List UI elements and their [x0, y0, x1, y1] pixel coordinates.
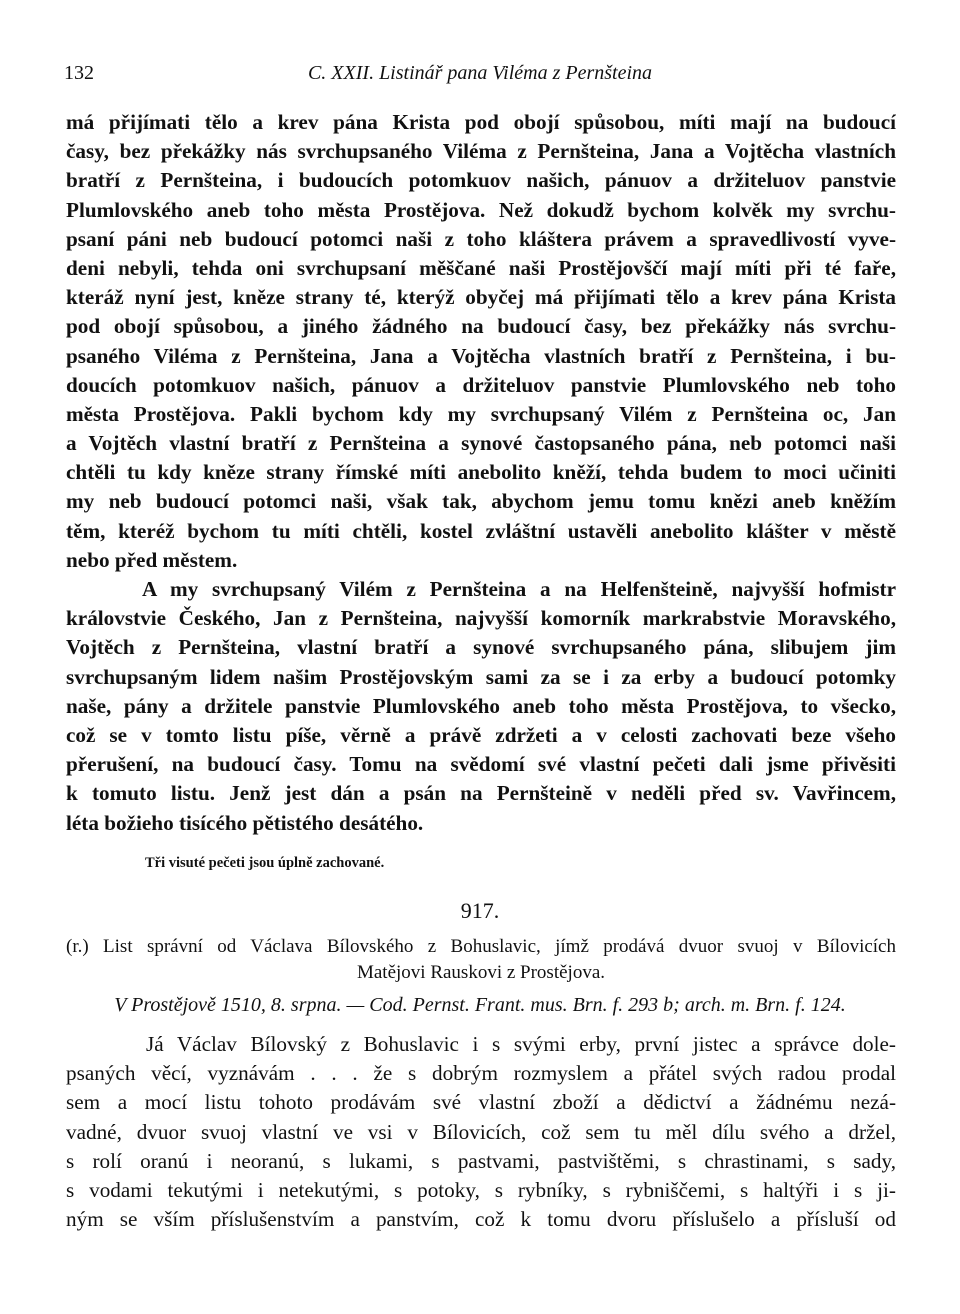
running-title: C. XXII. Listinář pana Viléma z Pernšteina	[307, 62, 653, 84]
text-line: města Prostějova. Pakli bychom kdy my svrchupsaný Vilém z Pernšteina oc, Jan	[66, 401, 896, 426]
document-number: 917.	[460, 898, 500, 923]
text-line: s vodami tekutými i netekutými, s potoky, s rybníky, s rybniščemi, s haltýři i s ji-	[66, 1177, 896, 1202]
paragraph-start-line: A my svrchupsaný Vilém z Pernšteina a na Helfenšteině, najvyšší hofmistr	[142, 577, 896, 601]
charter-text	[66, 108, 896, 838]
text-line: bratří z Pernšteina, i budoucích potomkuov našich, pánuov a držiteluov panstvie	[66, 168, 896, 193]
dating-source-line: V Prostějově 1510, 8. srpna. — Cod. Pernst. Frant. mus. Brn. f. 293 b; arch. m. Brn. f. 124.	[114, 994, 846, 1016]
text-line: kteráž nyní jest, kněze strany té, kterýž obyčej má přijímati tělo a krev pána Krista	[66, 285, 896, 310]
text-line: léta božieho tisícého pětistého desátého.	[66, 810, 424, 835]
regest-line: Matějovi Rauskovi z Prostějova.	[356, 962, 606, 983]
text-line: deni nebyli, tehda oni svrchupsaní měščané naši Prostějovščí mají míti při té faře,	[66, 255, 896, 280]
text-line: naše, pány a držitele panstvie Plumlovského aneb toho města Prostějova, to všecko,	[66, 693, 896, 718]
text-line: přerušení, na budoucí časy. Tomu na svědomí své vlastní pečeti dali jsme přivěsiti	[66, 752, 896, 777]
text-line: časy, bez překážky nás svrchupsaného Viléma z Pernšteina, Jana a Vojtěcha vlastních	[66, 139, 896, 164]
text-line: svrchupsaným lidem našim Prostějovským sami za se i za erby a budoucí potomky	[66, 664, 896, 689]
text-line: má přijímati tělo a krev pána Krista pod obojí spůsobou, míti mají na budoucí	[66, 110, 896, 134]
text-line: Vojtěch z Pernšteina, vlastní bratří a synové svrchupsaného pána, slibujem jim	[66, 635, 896, 660]
text-line: královstvie Českého, Jan z Pernšteina, najvyšší komorník markrabstvie Moravského,	[66, 606, 896, 631]
text-line: pod obojí spůsobou, a jiného žádného na budoucí časy, bez překážky nás svrchu-	[66, 314, 896, 339]
text-line: doucích potomkuov našich, pánuov a držiteluov panstvie Plumlovského neb toho	[66, 372, 896, 397]
page-number: 132	[64, 62, 94, 84]
text-line: psaných věcí, vyznávám . . . že s dobrým rozmyslem a přátel svých radou prodal	[66, 1061, 896, 1086]
regest-line: (r.) List správní od Václava Bílovského z Bohuslavic, jímž prodává dvuor svuoj v Bílovicích	[66, 936, 896, 957]
text-line: vadné, dvuor svuoj vlastní ve vsi v Bílovicích, což sem tu měl dílu svého a držel,	[66, 1119, 896, 1144]
text-line: a Vojtěch vlastní bratří z Pernšteina a synové častopsaného pána, neb potomci naši	[66, 431, 896, 456]
text-line: ným se vším příslušenstvím a panstvím, což k tomu dvoru příslušelo a přísluší od	[66, 1207, 896, 1232]
seal-note: Tři visuté pečeti jsou úplně zachované.	[145, 855, 385, 871]
text-line: my neb budoucí potomci naši, však tak, abychom jemu tomu knězi aneb kněžím	[66, 489, 896, 514]
text-line: s rolí oranú i neoranú, s lukami, s pastvami, pastvištěmi, s chrastinami, s sady,	[66, 1148, 896, 1173]
text-line: k tomuto listu. Jenž jest dán a psán na Pernšteině v neděli před sv. Vavřincem,	[66, 781, 896, 806]
text-line: těm, kteréž bychom tu míti chtěli, kostel zvláštní ustavěli anebolito klášter v městě	[66, 518, 896, 543]
text-line: což se v tomto listu píše, věrně a právě zdržeti a v celosti zachovati beze všeho	[66, 722, 896, 747]
charter-text-917	[66, 1030, 896, 1234]
text-line: sem a mocí listu tohoto prodávám své vlastní zboží a dědictví a žádnému nezá-	[66, 1090, 896, 1115]
regest	[66, 934, 896, 986]
running-header	[64, 58, 896, 92]
paragraph-start-line: Já Václav Bílovský z Bohuslavic i s svými erby, první jistec a správce dole-	[146, 1032, 896, 1056]
text-line: psaní páni neb budoucí potomci naši z toho kláštera právem a spravedlivostí vyve-	[66, 226, 896, 251]
text-line: nebo před městem.	[66, 547, 238, 572]
text-line: chtěli tu kdy kněze strany římské míti anebolito kněží, tehda budem to moci učiniti	[66, 460, 896, 485]
text-line: Plumlovského aneb toho města Prostějova. Než dokudž bychom kolvěk my svrchu-	[66, 197, 896, 222]
text-line: psaného Viléma z Pernšteina, Jana a Vojtěcha vlastních bratří z Pernšteina, i bu-	[66, 343, 896, 368]
